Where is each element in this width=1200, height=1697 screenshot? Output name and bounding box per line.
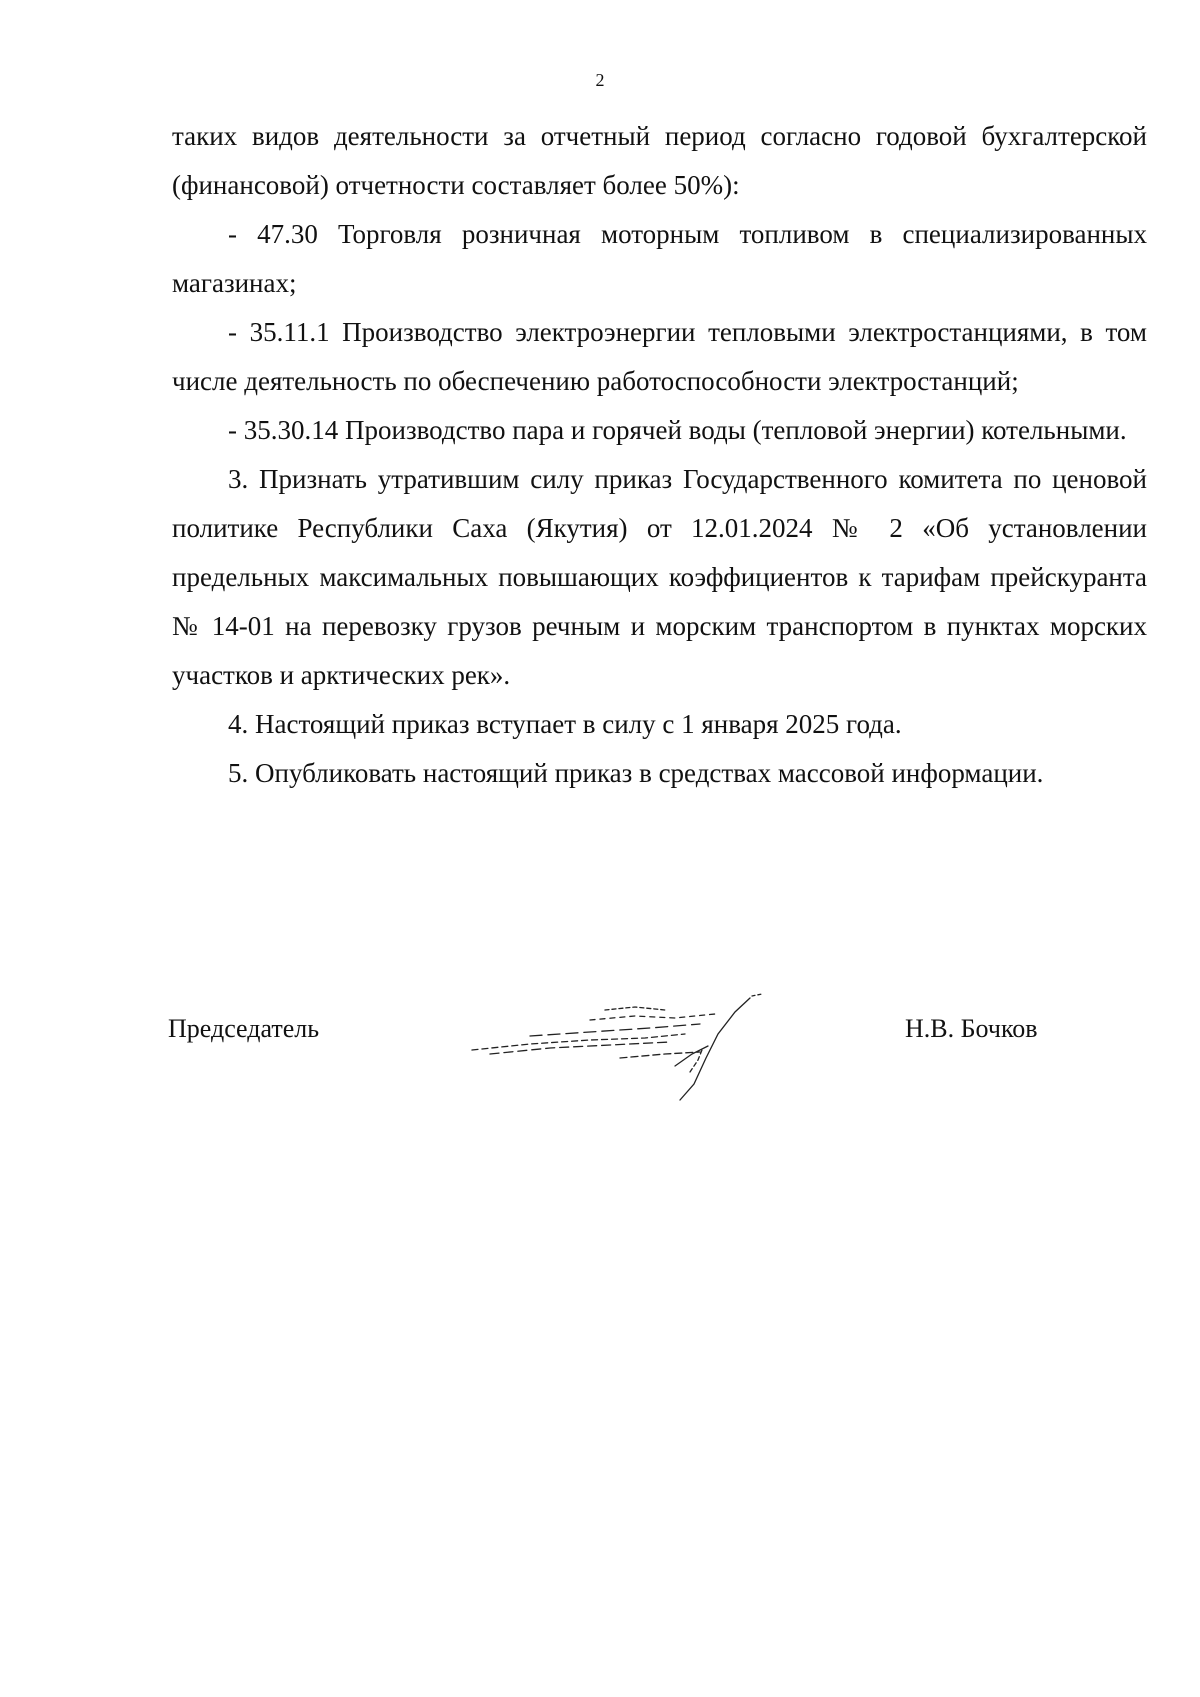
page-number: 2 [595,70,605,90]
document-body [172,112,1147,798]
paragraph-continuation: таких видов деятельности за отчетный период согласно годовой бухгалтерской (финансовой) отчетности составляет более 50%): [172,121,1147,200]
handwritten-signature [470,988,780,1103]
list-item-okved-35-30-14: - 35.30.14 Производство пара и горячей воды (тепловой энергии) котельными. [228,415,1127,445]
list-item-okved-35-11-1: - 35.11.1 Производство электроэнергии тепловыми электростанциями, в том числе деятельность по обеспечению работоспособности электростанций; [172,317,1147,396]
clause-5: 5. Опубликовать настоящий приказ в средствах массовой информации. [228,758,1044,788]
signatory-title: Председатель [168,1014,320,1043]
signatory-name: Н.В. Бочков [905,1014,1038,1043]
clause-3: 3. Признать утратившим силу приказ Государственного комитета по ценовой политике Республики Саха (Якутия) от 12.01.2024 № 2 «Об установлении предельных максимальных повышающих коэффициентов к тарифам прейскуранта № 14-01 на перевозку грузов речным и морским транспортом в пунктах морских участков и арктических рек». [172,464,1147,690]
list-item-okved-47-30: - 47.30 Торговля розничная моторным топливом в специализированных магазинах; [172,219,1147,298]
clause-4: 4. Настоящий приказ вступает в силу с 1 января 2025 года. [228,709,902,739]
signature-block [0,1010,1200,1130]
